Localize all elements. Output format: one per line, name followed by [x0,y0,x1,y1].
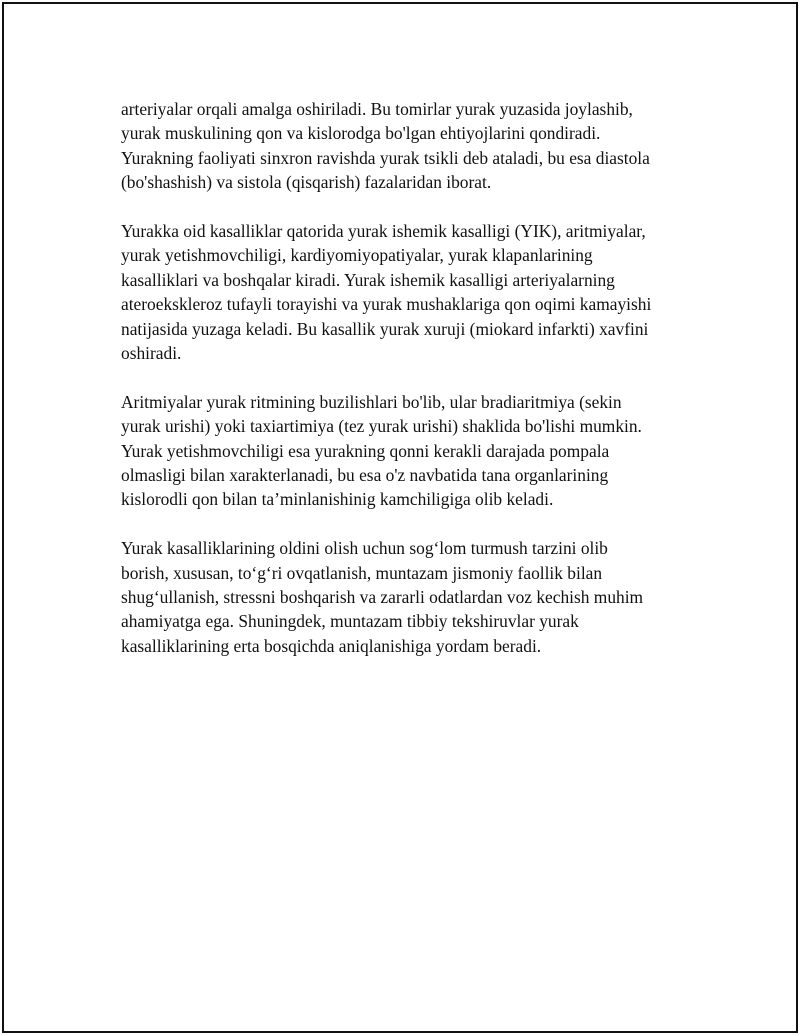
text-line: olmasligi bilan xarakterlanadi, bu esa o'z navbatida tana organlarining [121,465,609,486]
text-line: shug‘ullanish, stressni boshqarish va zararli odatlardan voz kechish muhim [121,587,644,608]
text-line: kasalliklari va boshqalar kiradi. Yurak ishemik kasalligi arteriyalarning [121,269,615,290]
paragraph-2 [121,219,696,365]
paragraph-4 [121,536,696,658]
text-line: Yurakka oid kasalliklar qatorida yurak ishemik kasalligi (YIK), aritmiyalar, [121,221,646,242]
page-frame [2,2,798,1033]
text-line: oshiradi. [121,343,182,364]
document-body [121,97,696,683]
text-line: Yurak kasalliklarining oldini olish uchun sog‘lom turmush tarzini olib [121,538,608,559]
text-line: ateroekskleroz tufayli torayishi va yurak mushaklariga qon oqimi kamayishi [121,294,652,315]
paragraph-1 [121,97,696,195]
text-line: (bo'shashish) va sistola (qisqarish) fazalaridan iborat. [121,172,492,193]
text-line: kasalliklarining erta bosqichda aniqlanishiga yordam beradi. [121,635,542,656]
text-line: yurak yetishmovchiligi, kardiyomiyopatiyalar, yurak klapanlarining [121,245,593,266]
text-line: borish, xususan, to‘g‘ri ovqatlanish, muntazam jismoniy faollik bilan [121,562,603,583]
text-line: yurak urishi) yoki taxiartimiya (tez yurak urishi) shaklida bo'lishi mumkin. [121,416,642,437]
text-line: Yurakning faoliyati sinxron ravishda yurak tsikli deb ataladi, bu esa diastola [121,147,650,168]
text-line: Yurak yetishmovchiligi esa yurakning qonni kerakli darajada pompala [121,440,610,461]
text-line: kislorodli qon bilan ta’minlanishinig kamchiligiga olib keladi. [121,489,554,510]
text-line: arteriyalar orqali amalga oshiriladi. Bu tomirlar yurak yuzasida joylashib, [121,99,633,119]
text-line: yurak muskulining qon va kislorodga bo'lgan ehtiyojlarini qondiradi. [121,123,601,144]
text-line: natijasida yuzaga keladi. Bu kasallik yurak xuruji (miokard infarkti) xavfini [121,318,649,339]
paragraph-3 [121,390,696,512]
text-line: Aritmiyalar yurak ritmining buzilishlari bo'lib, ular bradiaritmiya (sekin [121,391,622,412]
text-line: ahamiyatga ega. Shuningdek, muntazam tibbiy tekshiruvlar yurak [121,611,579,632]
